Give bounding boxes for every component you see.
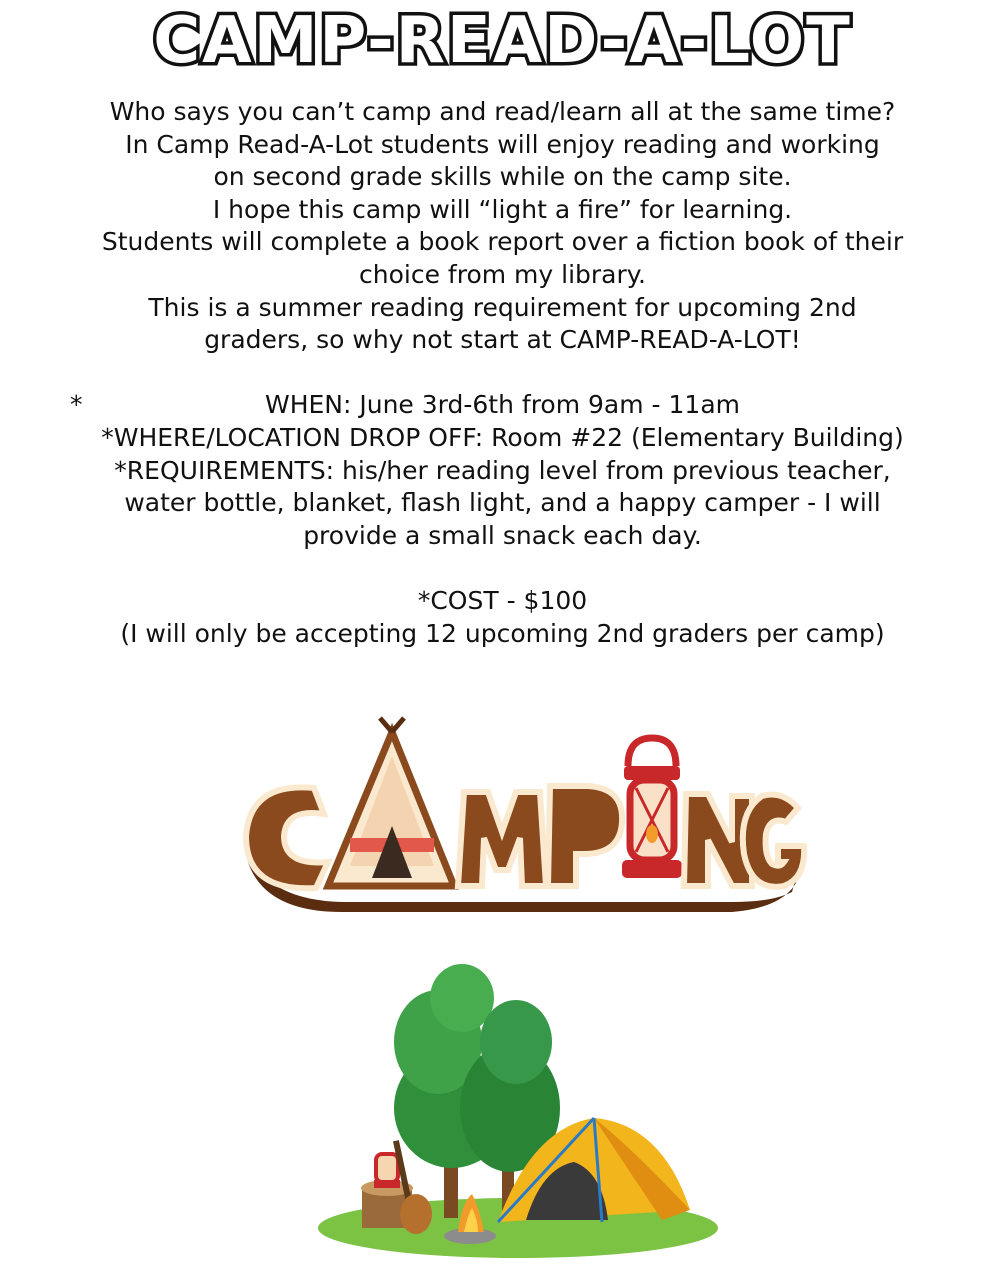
when-text: WHEN: June 3rd-6th from 9am - 11am	[264, 390, 740, 420]
requirements-line: *REQUIREMENTS: his/her reading level from previous teacher,	[114, 455, 891, 485]
intro-line: I hope this camp will “light a fire” for learning.	[212, 194, 793, 224]
intro-line: on second grade skills while on the camp site.	[213, 162, 792, 192]
when-bullet: *	[70, 390, 83, 420]
when-line	[40, 389, 965, 422]
camping-logo	[232, 716, 812, 916]
requirements-line: provide a small snack each day.	[303, 520, 702, 550]
intro-line: In Camp Read-A-Lot students will enjoy reading and working	[125, 129, 880, 159]
intro-line: This is a summer reading requirement for upcoming 2nd	[148, 292, 857, 322]
requirements-line: water bottle, blanket, flash light, and a happy camper - I will	[124, 488, 881, 518]
page-title: CAMP-READ-A-LOT	[153, 4, 852, 78]
intro-line: Who says you can’t camp and read/learn all at the same time?	[109, 97, 896, 126]
intro-line: choice from my library.	[359, 259, 646, 289]
where-line: *WHERE/LOCATION DROP OFF: Room #22 (Elementary Building)	[101, 422, 904, 452]
letters-ng	[684, 794, 804, 887]
intro-line: graders, so why not start at CAMP-READ-A-LOT!	[204, 325, 801, 355]
lantern-icon	[374, 1154, 400, 1188]
letters-mp	[458, 786, 622, 886]
cost-line: *COST - $100	[417, 585, 588, 615]
lantern-icon	[622, 738, 682, 878]
campsite-illustration	[312, 958, 732, 1258]
flyer-body	[40, 96, 965, 650]
letter-c	[246, 787, 328, 888]
teepee-icon	[328, 718, 454, 886]
intro-line: Students will complete a book report over a fiction book of their	[101, 227, 904, 257]
capacity-note: (I will only be accepting 12 upcoming 2nd graders per camp)	[120, 618, 885, 648]
